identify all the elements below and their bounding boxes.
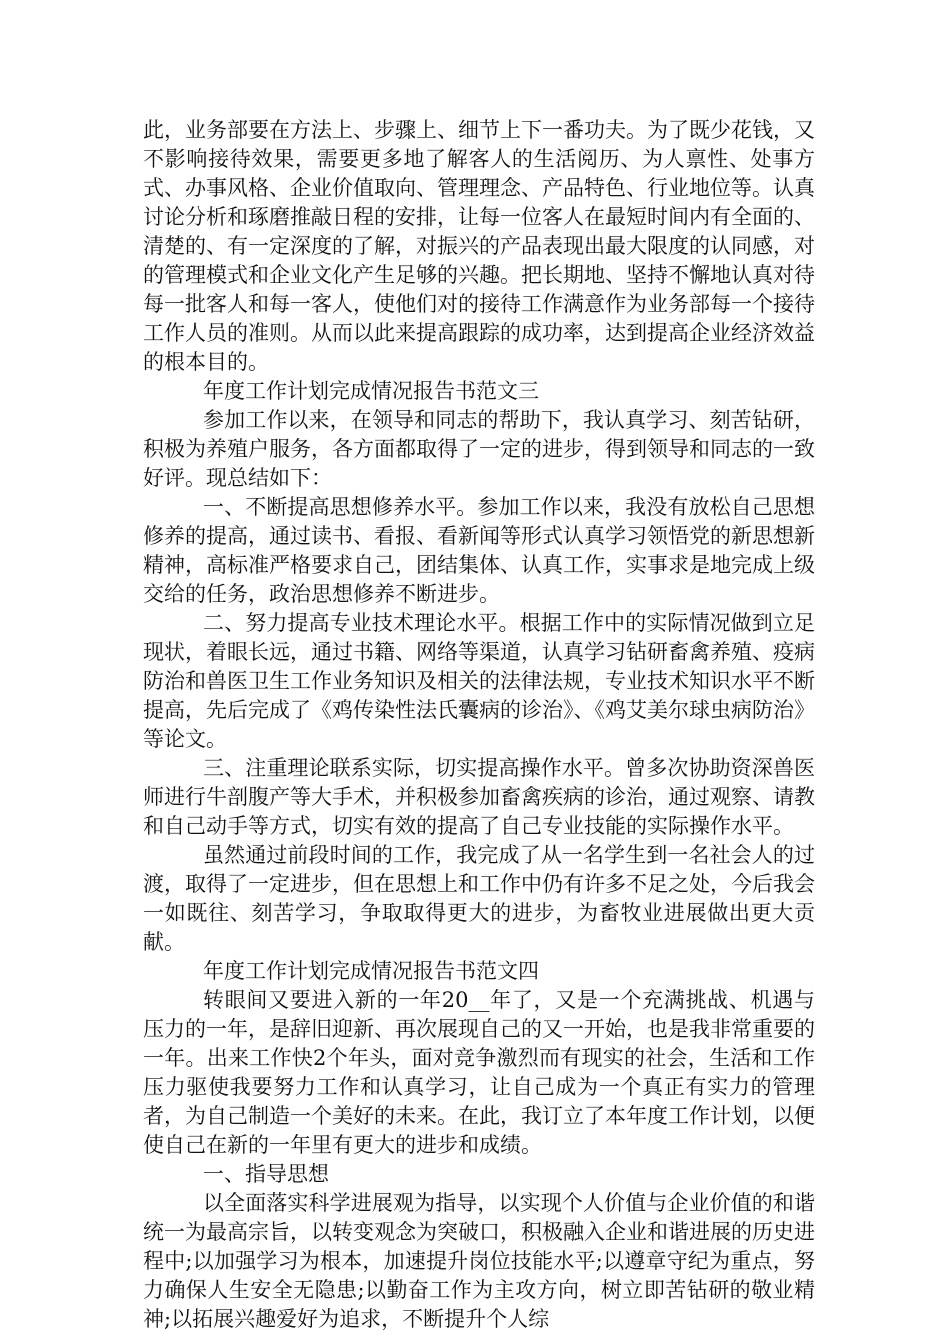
paragraph-intro-three: 参加工作以来，在领导和同志的帮助下，我认真学习、刻苦钻研，积极为养殖户服务，各方面都取得了一定的进步，得到领导和同志的一致好评。现总结如下：: [143, 408, 815, 490]
paragraph-business-department: 此，业务部要在方法上、步骤上、细节上下一番功夫。为了既少花钱，又不影响接待效果，需要更多地了解客人的生活阅历、为人禀性、处事方式、办事风格、企业价值取向、管理理念、产品特色、行业地位等。认真讨论分析和琢磨推敲日程的安排，让每一位客人在最短时间内有全面的、清楚的、有一定深度的了解，对振兴的产品表现出最大限度的认同感，对的管理模式和企业文化产生足够的兴趣。把长期地、坚持不懈地认真对待每一批客人和每一客人，使他们对的接待工作满意作为业务部每一个接待工作人员的准则。从而以此来提高跟踪的成功率，达到提高企业经济效益的根本目的。: [143, 118, 815, 374]
paragraph-intro-four: 转眼间又要进入新的一年20__年了，又是一个充满挑战、机遇与压力的一年，是辞旧迎新、再次展现自己的又一开始，也是我非常重要的一年。出来工作快2个年头，面对竞争激烈而有现实的社会，生活和工作压力驱使我要努力工作和认真学习，让自己成为一个真正有实力的管理者，为自己制造一个美好的未来。在此，我订立了本年度工作计划，以便使自己在新的一年里有更大的进步和成绩。: [143, 988, 815, 1157]
paragraph-conclusion-three: 虽然通过前段时间的工作，我完成了从一名学生到一名社会人的过渡，取得了一定进步，但在思想上和工作中仍有许多不足之处，今后我会一如既往、刻苦学习，争取取得更大的进步，为畜牧业进展做出更大贡献。: [143, 843, 815, 954]
heading-guiding-ideology: 一、指导思想: [203, 1162, 329, 1186]
paragraph-point-one: 一、不断提高思想修养水平。参加工作以来，我没有放松自己思想修养的提高，通过读书、看报、看新闻等形式认真学习领悟党的新思想新精神，高标准严格要求自己，团结集体、认真工作，实事求是地完成上级交给的任务，政治思想修养不断进步。: [143, 495, 815, 606]
paragraph-guiding-ideology: 以全面落实科学进展观为指导，以实现个人价值与企业价值的和谐统一为最高宗旨，以转变观念为突破口，积极融入企业和谐进展的历史进程中;以加强学习为根本，加速提升岗位技能水平;以遵章守纪为重点，努力确保人生安全无隐患;以勤奋工作为主攻方向，树立即苦钻研的敬业精神;以拓展兴趣爱好为追求，不断提升个人综: [143, 1191, 815, 1331]
paragraph-point-two: 二、努力提高专业技术理论水平。根据工作中的实际情况做到立足现状，着眼长远，通过书籍、网络等渠道，认真学习钻研畜禽养殖、疫病防治和兽医卫生工作业务知识及相关的法律法规，专业技术知识水平不断提高，先后完成了《鸡传染性法氏囊病的诊治》、《鸡艾美尔球虫病防治》等论文。: [143, 611, 815, 751]
heading-sample-three: 年度工作计划完成情况报告书范文三: [203, 379, 539, 403]
heading-sample-four: 年度工作计划完成情况报告书范文四: [203, 959, 539, 983]
paragraph-point-three: 三、注重理论联系实际，切实提高操作水平。曾多次协助资深兽医师进行牛剖腹产等大手术，并积极参加畜禽疾病的诊治，通过观察、请教和自己动手等方式，切实有效的提高了自己专业技能的实际操作水平。: [143, 756, 815, 838]
document-page: [143, 116, 815, 1334]
